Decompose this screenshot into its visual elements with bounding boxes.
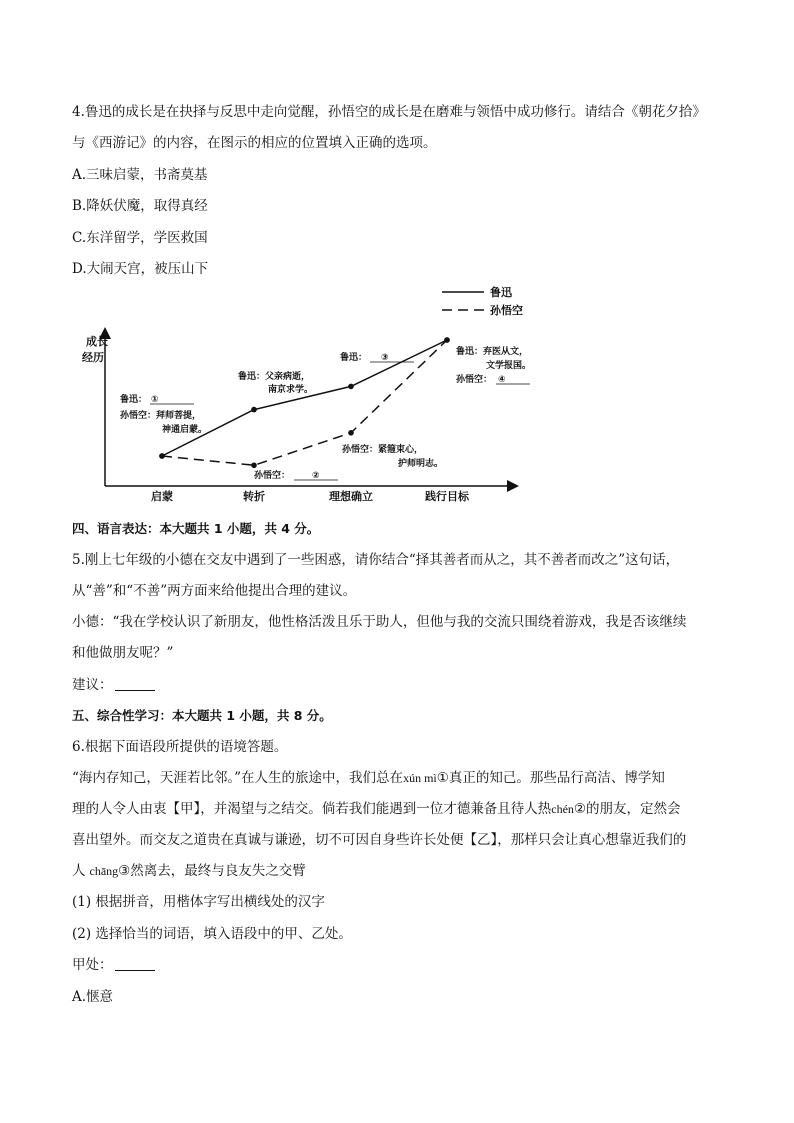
- annot-wukong-qimeng-1: 孙悟空：拜师菩提，: [120, 411, 202, 421]
- annot-luxun-zhuanzhe-2: 南京求学。: [268, 385, 314, 395]
- q4-option-d: D.大闹天宫，被压山下: [72, 261, 209, 277]
- annot-wukong-lixiang-1: 孙悟空：紧箍束心，: [342, 445, 424, 455]
- q6-intro: 6.根据下面语段所提供的语境答题。: [72, 739, 288, 755]
- q6-jia: 甲处：: [72, 956, 155, 974]
- x-tick-label: 理想确立: [329, 490, 373, 503]
- data-point: [159, 453, 165, 459]
- annot-luxun-shijian-2: 文学报国。: [486, 361, 532, 371]
- data-point: [251, 407, 257, 413]
- x-tick-label: 启蒙: [151, 490, 173, 503]
- data-point: [348, 430, 354, 436]
- q5-advice: 建议：: [72, 676, 155, 694]
- q4-line1: 4.鲁迅的成长是在抉择与反思中走向觉醒，孙悟空的成长是在磨难与领悟中成功修行。请结合《朝花夕拾》: [72, 104, 706, 120]
- annot-wukong-lixiang-2: 护师明志。: [398, 459, 444, 469]
- annot-luxun-zhuanzhe-1: 鲁迅：父亲病逝，: [238, 372, 311, 382]
- section4-heading: 四、语言表达：本大题共 1 小题，共 4 分。: [72, 521, 320, 536]
- x-tick-label: 转折: [243, 490, 265, 503]
- legend-luxun-label: 鲁迅: [490, 286, 512, 299]
- q4-option-a: A.三味启蒙，书斋莫基: [72, 167, 208, 183]
- legend-wukong-label: 孙悟空: [490, 304, 523, 317]
- data-point: [348, 384, 354, 390]
- q6-sub1: (1) 根据拼音，用楷体字写出横线处的汉字: [72, 894, 325, 910]
- ylabel-part1: 成长: [86, 335, 108, 348]
- jia-blank[interactable]: [115, 958, 155, 971]
- q6-para-line1: “海内存知己，天涯若比邻。”在人生的旅途中，我们总在xún mì①真正的知己。那些品行高洁、博学知: [72, 770, 665, 786]
- q5-line1: 5.刚上七年级的小德在交友中遇到了一些困惑，请你结合“择其善者而从之，其不善者而改之”这句话，: [72, 552, 680, 568]
- annot-wukong-qimeng-2: 神通启蒙。: [162, 425, 208, 435]
- series-line-luxun: [162, 340, 447, 456]
- q6-sub2: (2) 选择恰当的词语，填入语段中的甲、乙处。: [72, 926, 352, 942]
- q4-option-c: C.东洋留学，学医救国: [72, 230, 208, 246]
- annot-luxun-shijian-1: 鲁迅：弃医从文，: [456, 347, 529, 357]
- q4-option-b: B.降妖伏魔，取得真经: [72, 198, 208, 214]
- q4-line2: 与《西游记》的内容，在图示的相应的位置填入正确的选项。: [72, 135, 437, 151]
- annot-luxun-lixiang: 鲁迅： ③: [340, 353, 389, 363]
- q6-option-a: A.惬意: [72, 989, 114, 1005]
- annot-wukong-zhuanzhe: 孙悟空： ②: [254, 471, 320, 481]
- q5-line3: 小德：“我在学校认识了新朋友，他性格活泼且乐于助人，但他与我的交流只围绕着游戏，我是否该继续: [72, 614, 687, 630]
- q5-line2: 从“善”和“不善”两方面来给他提出合理的建议。: [72, 583, 357, 599]
- data-point: [251, 462, 257, 468]
- annot-luxun-qimeng: 鲁迅： ①: [120, 395, 159, 405]
- section5-heading: 五、综合性学习：本大题共 1 小题，共 8 分。: [72, 708, 332, 723]
- q6-para-line4: 人 chāng③然离去，最终与良友失之交臂: [72, 863, 306, 879]
- q6-para-line2: 理的人令人由衷【甲】，并渴望与之结交。倘若我们能遇到一位才德兼备且待人热chén②的朋友，定然会: [72, 801, 681, 817]
- ylabel-part2: 经历: [82, 351, 104, 364]
- data-point: [444, 337, 450, 343]
- annot-wukong-shijian: 孙悟空： ④: [456, 375, 506, 385]
- x-tick-label: 践行目标: [425, 490, 469, 503]
- q6-para-line3: 喜出望外。而交友之道贵在真诚与谦逊，切不可因自身些许长处便【乙】，那样只会让真心想靠近我们的: [72, 832, 687, 848]
- q5-line4: 和他做朋友呢？”: [72, 645, 174, 661]
- advice-blank[interactable]: [115, 678, 155, 691]
